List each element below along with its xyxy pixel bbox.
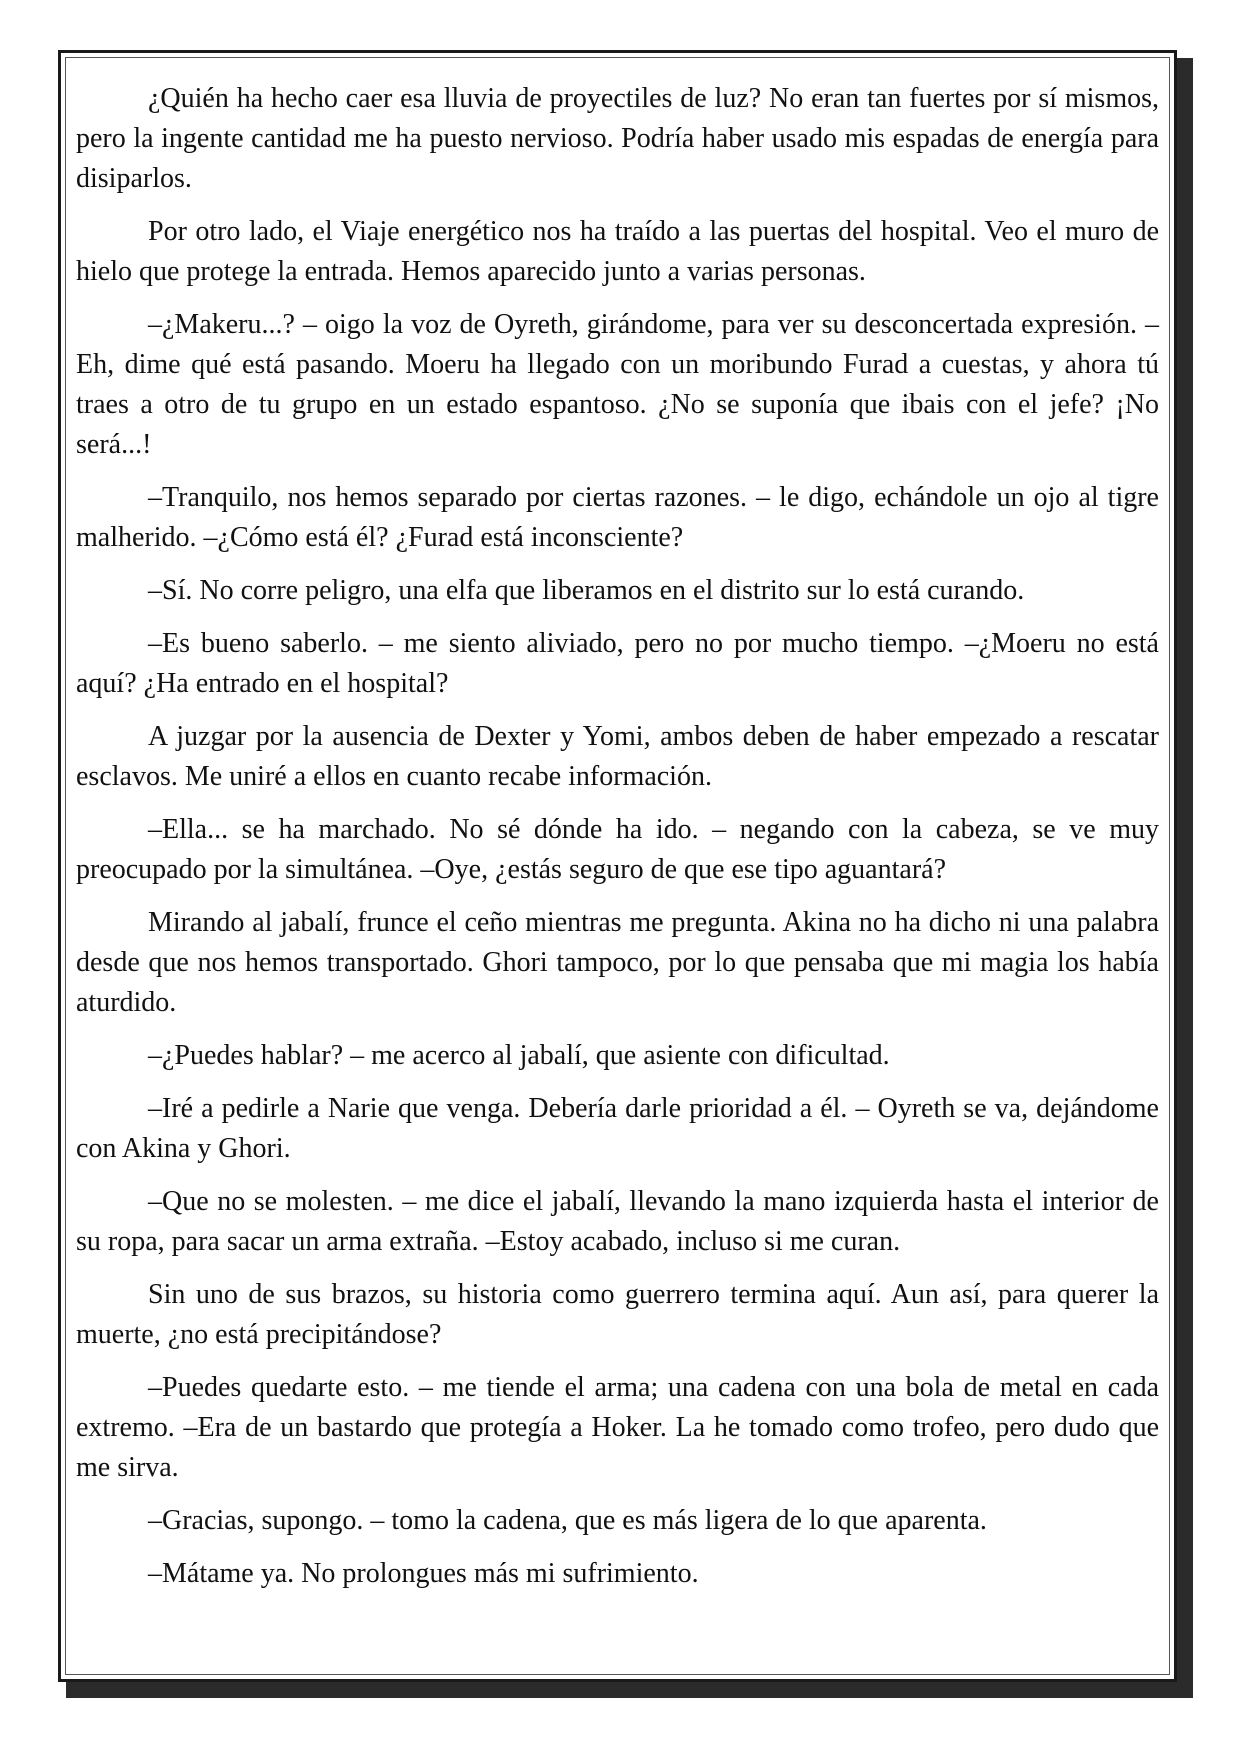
paragraph: –Sí. No corre peligro, una elfa que liberamos en el distrito sur lo está curando. — [148, 575, 1025, 606]
paragraph: –Tranquilo, nos hemos separado por ciertas razones. – le digo, echándole un ojo al tigre malherido. –¿Cómo está él? ¿Furad está inconsciente? — [76, 482, 1159, 553]
paragraph: Por otro lado, el Viaje energético nos ha traído a las puertas del hospital. Veo el muro de hielo que protege la entrada. Hemos aparecido junto a varias personas. — [76, 216, 1159, 287]
paragraph: –Es bueno saberlo. – me siento aliviado, pero no por mucho tiempo. –¿Moeru no está aquí? ¿Ha entrado en el hospital? — [76, 628, 1159, 699]
paragraph: –Puedes quedarte esto. – me tiende el arma; una cadena con una bola de metal en cada extremo. –Era de un bastardo que protegía a Hoker. La he tomado como trofeo, pero dudo que me sirva. — [76, 1372, 1159, 1483]
paragraph: –Que no se molesten. – me dice el jabalí, llevando la mano izquierda hasta el interior de su ropa, para sacar un arma extraña. –Estoy acabado, incluso si me curan. — [76, 1186, 1159, 1257]
paragraph: A juzgar por la ausencia de Dexter y Yomi, ambos deben de haber empezado a rescatar esclavos. Me uniré a ellos en cuanto recabe información. — [76, 721, 1159, 792]
paragraph: –Ella... se ha marchado. No sé dónde ha ido. – negando con la cabeza, se ve muy preocupado por la simultánea. –Oye, ¿estás seguro de que ese tipo aguantará? — [76, 814, 1159, 885]
paragraph: –Gracias, supongo. – tomo la cadena, que es más ligera de lo que aparenta. — [148, 1505, 987, 1536]
page-frame — [58, 50, 1177, 1682]
paragraph: –¿Makeru...? – oigo la voz de Oyreth, girándome, para ver su desconcertada expresión. –Eh, dime qué está pasando. Moeru ha llegado con un moribundo Furad a cuestas, y ahora tú traes a otro de tu grupo en un estado espantoso. ¿No se suponía que ibais con el jefe? ¡No será...! — [76, 309, 1159, 460]
story-text — [76, 79, 1159, 1607]
paragraph: –¿Puedes hablar? – me acerco al jabalí, que asiente con dificultad. — [148, 1040, 890, 1071]
paragraph: ¿Quién ha hecho caer esa lluvia de proyectiles de luz? No eran tan fuertes por sí mismos, pero la ingente cantidad me ha puesto nervioso. Podría haber usado mis espadas de energía para disiparlos. — [76, 83, 1159, 194]
paragraph: Mirando al jabalí, frunce el ceño mientras me pregunta. Akina no ha dicho ni una palabra desde que nos hemos transportado. Ghori tampoco, por lo que pensaba que mi magia los había aturdido. — [76, 907, 1159, 1018]
paragraph: –Iré a pedirle a Narie que venga. Debería darle prioridad a él. – Oyreth se va, dejándome con Akina y Ghori. — [76, 1093, 1159, 1164]
paragraph: –Mátame ya. No prolongues más mi sufrimiento. — [148, 1558, 699, 1589]
paragraph: Sin uno de sus brazos, su historia como guerrero termina aquí. Aun así, para querer la muerte, ¿no está precipitándose? — [76, 1279, 1159, 1350]
